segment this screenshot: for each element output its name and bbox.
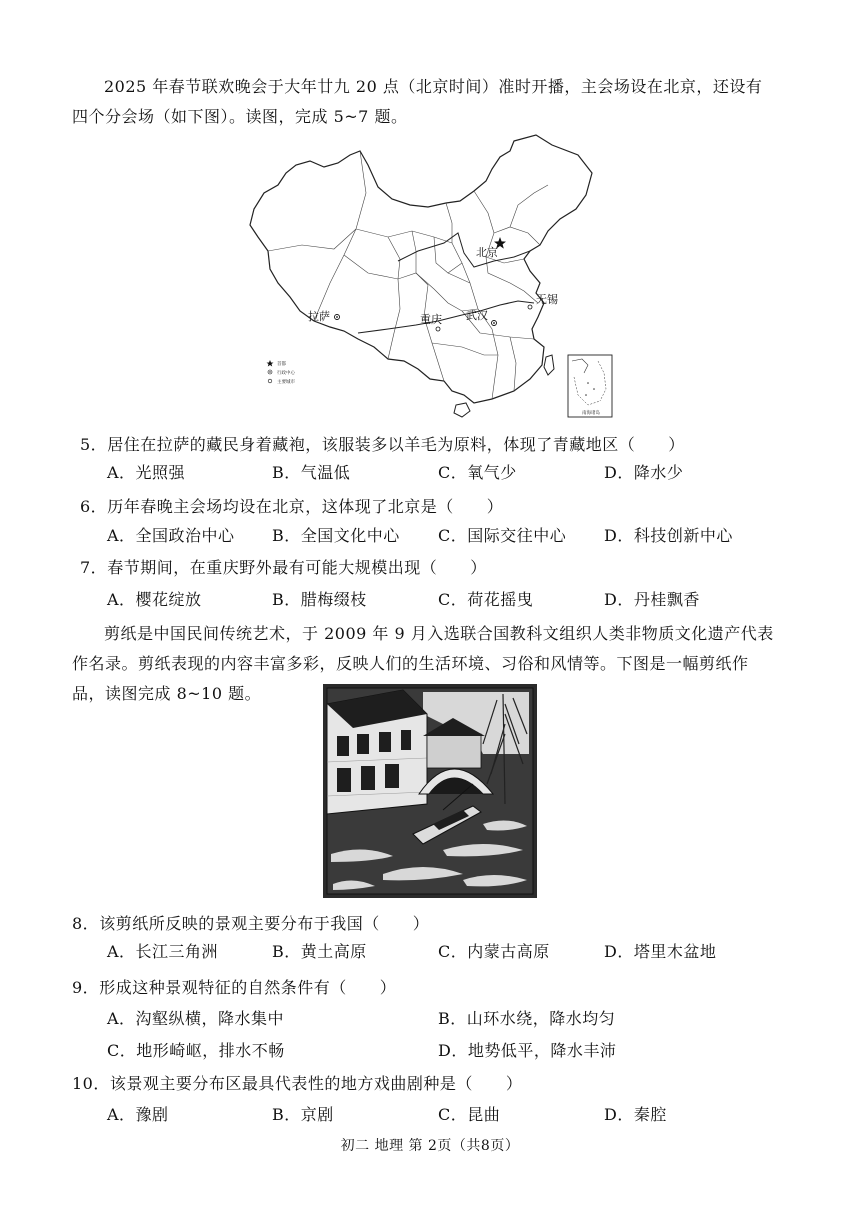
page-footer: 初二 地理 第 2页（共8页）	[340, 1138, 520, 1154]
option-c[interactable]: C．荷花摇曳	[438, 590, 534, 609]
question-number: 6．	[80, 497, 108, 516]
option-d[interactable]: D．秦腔	[604, 1105, 667, 1124]
question-text: 历年春晚主会场均设在北京，这体现了北京是（ ）	[107, 497, 504, 516]
map-label-beijing: 北京	[476, 246, 498, 259]
question-text: 形成这种景观特征的自然条件有（ ）	[99, 978, 397, 997]
map-label-chongqing: 重庆	[420, 313, 442, 326]
option-a[interactable]: A．光照强	[107, 463, 186, 482]
option-d[interactable]: D．塔里木盆地	[604, 942, 717, 961]
option-b[interactable]: B．京剧	[272, 1105, 334, 1124]
option-a[interactable]: A．沟壑纵横，降水集中	[107, 1009, 285, 1028]
option-d[interactable]: D．科技创新中心	[604, 526, 733, 545]
chongqing-dot-icon	[436, 327, 440, 331]
option-a[interactable]: A．豫剧	[107, 1105, 169, 1124]
intro-line: 四个分会场（如下图）。读图，完成 5~7 题。	[72, 107, 408, 126]
question-text: 居住在拉萨的藏民身着藏袍，该服装多以羊毛为原料，体现了青藏地区（ ）	[107, 435, 685, 454]
question-number: 9．	[72, 978, 100, 997]
option-c[interactable]: C．地形崎岖，排水不畅	[107, 1041, 285, 1060]
wuxi-dot-icon	[528, 305, 532, 309]
option-d[interactable]: D．地势低平，降水丰沛	[438, 1041, 617, 1060]
option-a[interactable]: A．全国政治中心	[107, 526, 235, 545]
china-outline	[250, 135, 592, 403]
question-8-options	[107, 940, 797, 964]
map-label-wuxi: 无锡	[536, 293, 558, 306]
question-number: 8．	[72, 914, 100, 933]
question-5-options	[107, 461, 797, 485]
intro-line: 剪纸是中国民间传统艺术，于 2009 年 9 月入选联合国教科文组织人类非物质文化遗产代表	[104, 624, 774, 643]
province-boundaries	[268, 151, 548, 399]
question-number: 10．	[72, 1074, 110, 1093]
question-9-options-row-2	[107, 1039, 797, 1063]
papercut-figure	[323, 684, 537, 898]
question-text: 春节期间，在重庆野外最有可能大规模出现（ ）	[107, 558, 487, 577]
question-7	[80, 556, 487, 580]
question-9-options-row-1	[107, 1007, 797, 1031]
intro-line: 2025 年春节联欢晚会于大年廿九 20 点（北京时间）准时开播，主会场设在北京，还设有	[104, 77, 763, 96]
yangtze-river	[358, 301, 534, 333]
legend-city: 主要城市	[277, 380, 295, 385]
inset-label: 南海诸岛	[582, 411, 600, 416]
question-6-options	[107, 524, 797, 548]
option-c[interactable]: C．昆曲	[438, 1105, 501, 1124]
option-d[interactable]: D．降水少	[604, 463, 684, 482]
china-map-figure	[248, 133, 620, 425]
legend-city-icon	[268, 379, 272, 383]
option-b[interactable]: B．全国文化中心	[272, 526, 400, 545]
intro-paragraph-1	[72, 72, 792, 132]
intro-line: 品，读图完成 8~10 题。	[72, 684, 262, 703]
option-b[interactable]: B．气温低	[272, 463, 351, 482]
option-c[interactable]: C．国际交往中心	[438, 526, 567, 545]
hainan-island	[454, 403, 470, 417]
option-a[interactable]: A．长江三角洲	[107, 942, 219, 961]
question-number: 7．	[80, 558, 108, 577]
map-label-wuhan: 武汉	[466, 309, 488, 322]
legend-provincial: 行政中心	[277, 371, 295, 376]
taiwan-island	[544, 355, 554, 375]
question-6	[80, 495, 503, 519]
question-9	[72, 976, 396, 1000]
south-china-sea-inset	[568, 355, 612, 417]
question-text: 该剪纸所反映的景观主要分布于我国（ ）	[99, 914, 430, 933]
legend-star-icon	[267, 360, 274, 367]
option-d[interactable]: D．丹桂飘香	[604, 590, 700, 609]
question-text: 该景观主要分布区最具代表性的地方戏曲剧种是（ ）	[109, 1074, 523, 1093]
question-5	[80, 433, 685, 457]
question-7-options	[107, 588, 797, 612]
legend-capital: 首都	[277, 362, 286, 367]
question-10-options	[107, 1103, 797, 1127]
map-label-lhasa: 拉萨	[308, 310, 330, 323]
option-a[interactable]: A．樱花绽放	[107, 590, 202, 609]
intro-line: 作名录。剪纸表现的内容丰富多彩，反映人们的生活环境、习俗和风情等。下图是一幅剪纸作	[72, 654, 749, 673]
question-number: 5．	[80, 435, 108, 454]
map-legend	[267, 360, 296, 385]
option-c[interactable]: C．内蒙古高原	[438, 942, 550, 961]
option-b[interactable]: B．腊梅缀枝	[272, 590, 367, 609]
option-b[interactable]: B．山环水绕，降水均匀	[438, 1009, 616, 1028]
option-c[interactable]: C．氧气少	[438, 463, 517, 482]
option-b[interactable]: B．黄土高原	[272, 942, 367, 961]
question-10	[72, 1072, 522, 1096]
question-8	[72, 912, 429, 936]
